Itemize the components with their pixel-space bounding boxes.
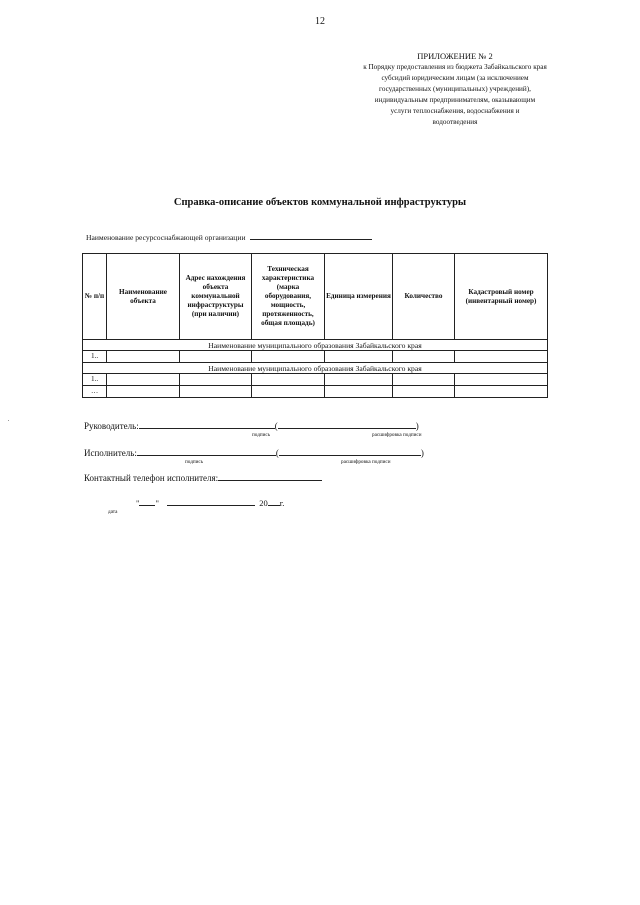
head-signature-field[interactable] [139, 419, 275, 429]
organization-label: Наименование ресурсоснабжающей организации [86, 233, 246, 242]
date-day-field[interactable] [139, 496, 155, 506]
appendix-line: субсидий юридическим лицам (за исключением [381, 74, 529, 82]
table-cell[interactable] [252, 386, 325, 398]
executor-signature-field[interactable] [137, 446, 276, 456]
table-cell[interactable] [393, 374, 455, 386]
table-cell[interactable] [455, 351, 548, 363]
date-year-suffix: г. [279, 498, 285, 508]
table-cell[interactable] [325, 351, 393, 363]
date-year-field[interactable] [268, 496, 280, 506]
organization-name-line [86, 230, 372, 242]
executor-label: Исполнитель: [84, 448, 137, 458]
contact-phone-line [84, 471, 322, 483]
table-cell[interactable] [252, 351, 325, 363]
table-row [83, 351, 548, 363]
table-cell[interactable] [107, 386, 180, 398]
table-cell[interactable] [393, 351, 455, 363]
date-caption: дата [108, 509, 118, 515]
head-signature-caption: подпись [252, 432, 271, 438]
table-cell[interactable] [252, 374, 325, 386]
head-name-field[interactable] [278, 419, 416, 429]
table-cell[interactable] [325, 386, 393, 398]
open-paren: ( [274, 421, 278, 431]
table-cell[interactable] [180, 374, 252, 386]
date-quote-open: " [136, 498, 140, 508]
table-row [83, 374, 548, 386]
appendix-line: водоотведения [432, 118, 478, 126]
organization-name-field[interactable] [250, 230, 372, 240]
table-cell[interactable] [180, 351, 252, 363]
column-header-technical-characteristics: Техническая характеристика (марка оборудования, мощность, протяженность, общая площадь) [252, 254, 325, 340]
head-signature-line [84, 419, 419, 431]
document-title: Справка-описание объектов коммунальной инфраструктуры [173, 197, 467, 208]
contact-phone-field[interactable] [218, 471, 322, 481]
head-decoding-caption: расшифровка подписи [372, 432, 422, 438]
table-row [83, 386, 548, 398]
margin-mark [8, 420, 9, 421]
table-cell[interactable] [455, 374, 548, 386]
close-paren: ) [415, 421, 419, 431]
column-header-object-name: Наименование объекта [107, 254, 180, 340]
table-cell[interactable] [393, 386, 455, 398]
row-number: 1.. [83, 374, 107, 386]
section-label: Наименование муниципального образования Забайкальского края [83, 340, 548, 351]
table-cell[interactable] [325, 374, 393, 386]
row-number: … [83, 386, 107, 398]
executor-name-field[interactable] [279, 446, 421, 456]
close-paren: ) [420, 448, 424, 458]
date-line [136, 496, 284, 508]
appendix-line: услуги теплоснабжения, водоснабжения и [390, 107, 520, 115]
table-cell[interactable] [107, 374, 180, 386]
table-section-row [83, 340, 548, 351]
appendix-line: государственных (муниципальных) учреждений), [379, 85, 531, 93]
table-header-row [83, 254, 548, 340]
table-section-row [83, 363, 548, 374]
appendix-heading: ПРИЛОЖЕНИЕ № 2 [417, 51, 493, 61]
column-header-cadastral-number: Кадастровый номер (инвентарный номер) [455, 254, 548, 340]
date-quote-close: " [155, 498, 159, 508]
table-cell[interactable] [180, 386, 252, 398]
row-number: 1.. [83, 351, 107, 363]
appendix-line: индивидуальным предпринимателям, оказывающим [374, 96, 536, 104]
column-header-number: № п/п [83, 254, 107, 340]
executor-decoding-caption: расшифровка подписи [341, 459, 391, 465]
contact-phone-label: Контактный телефон исполнителя: [84, 473, 219, 483]
appendix-line: к Порядку предоставления из бюджета Забайкальского края [363, 63, 547, 71]
executor-signature-line [84, 446, 424, 458]
appendix-block [330, 51, 580, 128]
executor-signature-caption: подпись [185, 459, 204, 465]
open-paren: ( [275, 448, 279, 458]
head-label: Руководитель: [84, 421, 139, 431]
column-header-unit: Единица измерения [325, 254, 393, 340]
column-header-quantity: Количество [393, 254, 455, 340]
table-cell[interactable] [107, 351, 180, 363]
page-number: 12 [315, 16, 325, 27]
infrastructure-table [82, 253, 548, 398]
column-header-address: Адрес нахождения объекта коммунальной инфраструктуры (при наличии) [180, 254, 252, 340]
date-month-field[interactable] [167, 496, 255, 506]
table-cell[interactable] [455, 386, 548, 398]
date-year-prefix: 20 [259, 498, 268, 508]
section-label: Наименование муниципального образования Забайкальского края [83, 363, 548, 374]
